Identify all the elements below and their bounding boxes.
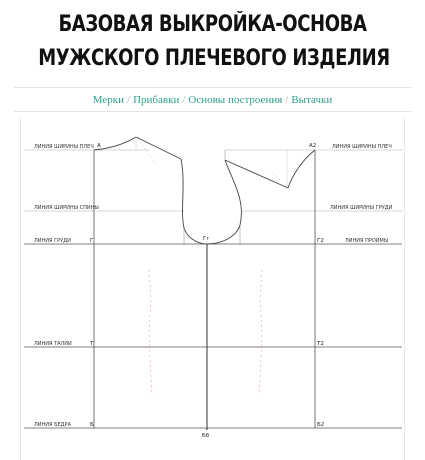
label-back-width-line: ЛИНИЯ ШИРИНЫ СПИНЫ <box>34 205 99 211</box>
front-armhole <box>207 160 241 244</box>
point-G: Г <box>90 238 94 244</box>
breadcrumb-link-darts[interactable]: Вытачки <box>291 94 333 106</box>
page-title-line-1: БАЗОВАЯ ВЫКРОЙКА-ОСНОВА <box>58 12 367 37</box>
breadcrumb-link-construction-basics[interactable]: Основы построения <box>188 94 283 106</box>
back-armhole <box>181 159 210 244</box>
front-dart-line <box>259 270 262 395</box>
point-G2: Г2 <box>317 238 324 244</box>
point-B2: Б2 <box>317 422 325 428</box>
back-shoulder-dart <box>136 137 156 165</box>
label-shoulder-line-left: ЛИНИЯ ШИРИНЫ ПЛЕЧ <box>34 144 94 150</box>
breadcrumb-link-measurements[interactable]: Мерки <box>92 94 125 106</box>
label-chest-width-line: ЛИНИЯ ШИРИНЫ ГРУДИ <box>330 205 393 211</box>
front-neckline <box>288 150 315 188</box>
point-A: А <box>97 143 101 149</box>
point-T2: Т2 <box>317 341 324 347</box>
breadcrumb-separator: / <box>127 94 131 106</box>
back-shoulder-seam <box>136 137 181 159</box>
point-B: Б <box>90 422 94 428</box>
point-T: Т <box>90 341 94 347</box>
label-shoulder-line-right: ЛИНИЯ ШИРИНЫ ПЛЕЧ <box>332 144 392 150</box>
label-chest-line: ЛИНИЯ ГРУДИ <box>34 238 71 244</box>
label-armhole-line: ЛИНИЯ ПРОЙМЫ <box>345 238 389 244</box>
page-title-line-2: МУЖСКОГО ПЛЕЧЕВОГО ИЗДЕЛИЯ <box>38 46 390 71</box>
breadcrumb-link-allowances[interactable]: Прибавки <box>133 94 180 106</box>
point-Gg: Гг <box>203 236 210 242</box>
breadcrumb-separator: / <box>285 94 289 106</box>
back-dart-line <box>149 270 152 395</box>
point-A2: А2 <box>309 143 317 149</box>
point-Bb: Бб <box>202 433 210 439</box>
label-hip-line: ЛИНИЯ БЕДРА <box>34 422 71 428</box>
breadcrumb-separator: / <box>182 94 186 106</box>
label-waist-line: ЛИНИЯ ТАЛИИ <box>34 341 72 347</box>
